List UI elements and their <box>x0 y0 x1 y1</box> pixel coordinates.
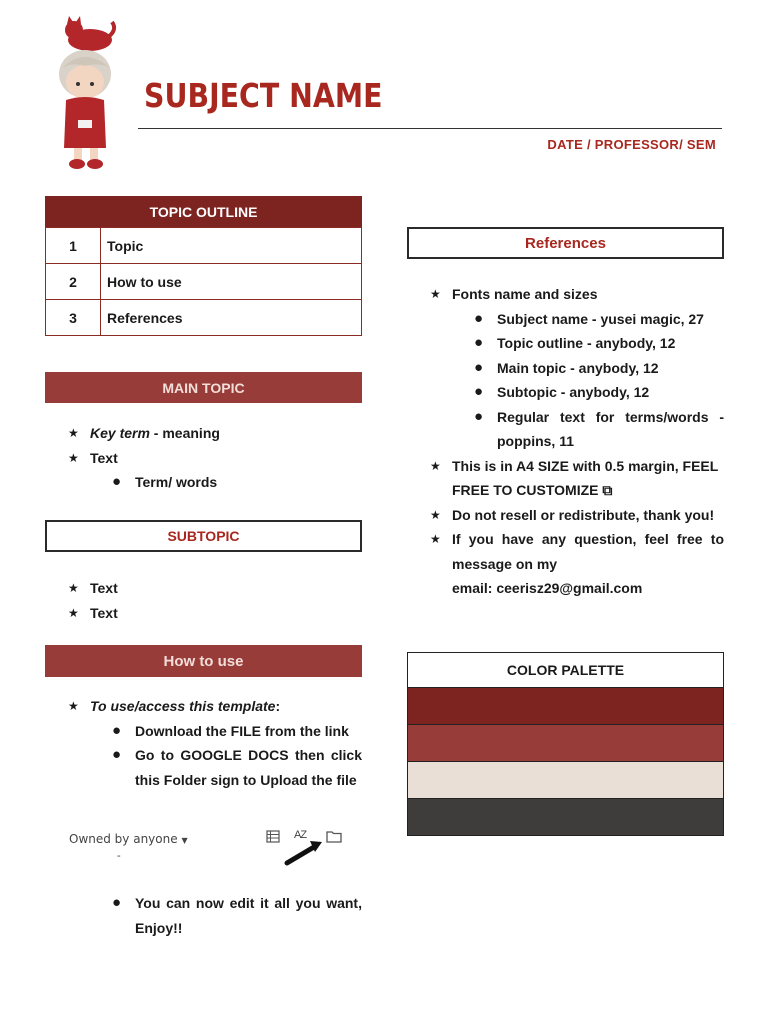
dot-bullet-icon: ● <box>112 721 122 739</box>
drive-dash: - <box>117 850 121 862</box>
how-to-use-heading: How to use <box>45 645 362 677</box>
list-text: You can now edit it all you want, Enjoy!! <box>135 895 362 936</box>
list-view-icon <box>266 830 280 846</box>
list-text: Text <box>90 604 118 621</box>
list-item <box>430 331 724 356</box>
star-bullet-icon: ★ <box>68 450 79 465</box>
list-item <box>430 307 724 332</box>
list-text: Text <box>90 449 118 466</box>
owner-filter-label: Owned by anyone <box>69 832 178 846</box>
list-item <box>68 446 362 471</box>
star-bullet-icon: ★ <box>430 507 441 522</box>
subtopic-heading: SUBTOPIC <box>45 520 362 552</box>
list-text: Download the FILE from the link <box>135 722 349 739</box>
row-number: 1 <box>46 228 101 263</box>
drive-toolbar-screenshot <box>60 826 360 866</box>
main-topic-heading: MAIN TOPIC <box>45 372 362 403</box>
topic-outline-heading: TOPIC OUTLINE <box>45 196 362 227</box>
color-swatch <box>408 688 723 725</box>
list-text: Go to GOOGLE DOCS then click this Folder sign to Upload the file <box>135 747 362 788</box>
date-professor-sem: DATE / PROFESSOR/ SEM <box>547 137 716 152</box>
list-item <box>430 380 724 405</box>
dot-bullet-icon: ● <box>112 746 122 763</box>
list-item <box>68 743 362 792</box>
list-item <box>430 282 724 307</box>
star-bullet-icon: ★ <box>68 605 79 620</box>
references-list <box>430 282 724 601</box>
row-label: References <box>107 309 183 326</box>
list-item <box>68 470 362 495</box>
dot-bullet-icon: ● <box>474 309 484 327</box>
color-swatch <box>408 762 723 799</box>
key-meaning: - meaning <box>149 425 220 441</box>
list-item <box>68 421 362 446</box>
list-text: This is in A4 SIZE with 0.5 margin, FEEL FREE TO CUSTOMIZE ⧉ <box>452 457 719 498</box>
dot-bullet-icon: ● <box>474 407 484 425</box>
main-topic-list <box>68 421 362 495</box>
table-row <box>45 264 362 300</box>
list-item <box>68 601 362 626</box>
dot-bullet-icon: ● <box>112 894 122 911</box>
list-item <box>430 503 724 528</box>
list-item <box>68 694 362 719</box>
intro-colon: : <box>275 698 281 714</box>
row-number: 2 <box>46 264 101 299</box>
dot-bullet-icon: ● <box>112 473 122 490</box>
list-text: Topic outline - anybody, 12 <box>497 335 676 351</box>
list-text: Text <box>90 580 118 596</box>
table-row <box>45 300 362 336</box>
row-number: 3 <box>46 300 101 335</box>
row-label: Topic <box>107 237 144 254</box>
list-item <box>430 405 724 454</box>
list-item <box>68 576 362 601</box>
star-bullet-icon: ★ <box>430 532 441 546</box>
key-term: Key term <box>90 425 150 441</box>
pointer-arrow-icon <box>284 840 324 869</box>
subject-title: SUBJECT NAME <box>144 76 383 115</box>
dot-bullet-icon: ● <box>474 334 484 351</box>
list-text: Do not resell or redistribute, thank you! <box>452 506 715 523</box>
list-text: Subtopic - anybody, 12 <box>497 384 650 400</box>
list-text: Main topic - anybody, 12 <box>497 359 659 376</box>
references-heading: References <box>407 227 724 259</box>
star-bullet-icon: ★ <box>68 581 79 595</box>
dropdown-arrow-icon: ▼ <box>181 836 188 845</box>
list-item <box>68 891 362 940</box>
topic-outline-table <box>45 196 362 336</box>
list-text: Subject name - yusei magic, 27 <box>497 310 704 327</box>
list-text: Term/ words <box>135 474 218 490</box>
dot-bullet-icon: ● <box>474 383 484 400</box>
how-to-use-list <box>68 694 362 792</box>
list-item <box>430 454 724 503</box>
dot-bullet-icon: ● <box>474 358 484 376</box>
list-text: If you have any question, feel free to message on my <box>452 531 724 572</box>
sort-az-icon: AZ <box>294 829 307 841</box>
list-item <box>430 527 724 576</box>
list-item <box>430 356 724 381</box>
list-item <box>68 719 362 744</box>
row-label: How to use <box>107 273 182 290</box>
list-text: Fonts name and sizes <box>452 286 598 302</box>
folder-icon <box>326 830 342 846</box>
final-step <box>68 891 362 940</box>
intro-text: To use/access this template <box>90 698 276 714</box>
mascot-figure-icon <box>52 16 122 170</box>
subtopic-list <box>68 576 362 625</box>
star-bullet-icon: ★ <box>430 458 441 473</box>
star-bullet-icon: ★ <box>68 699 79 713</box>
owner-filter <box>69 832 188 846</box>
list-text: Regular text for terms/words - poppins, 11 <box>497 408 724 449</box>
color-palette-heading: COLOR PALETTE <box>408 653 723 688</box>
email-text: email: ceerisz29@gmail.com <box>452 580 643 596</box>
color-swatch <box>408 799 723 835</box>
star-bullet-icon: ★ <box>430 287 441 301</box>
header-divider <box>138 128 722 129</box>
contact-email <box>430 576 724 601</box>
table-row <box>45 227 362 264</box>
star-bullet-icon: ★ <box>68 426 79 440</box>
color-swatch <box>408 725 723 762</box>
color-palette <box>407 652 724 836</box>
